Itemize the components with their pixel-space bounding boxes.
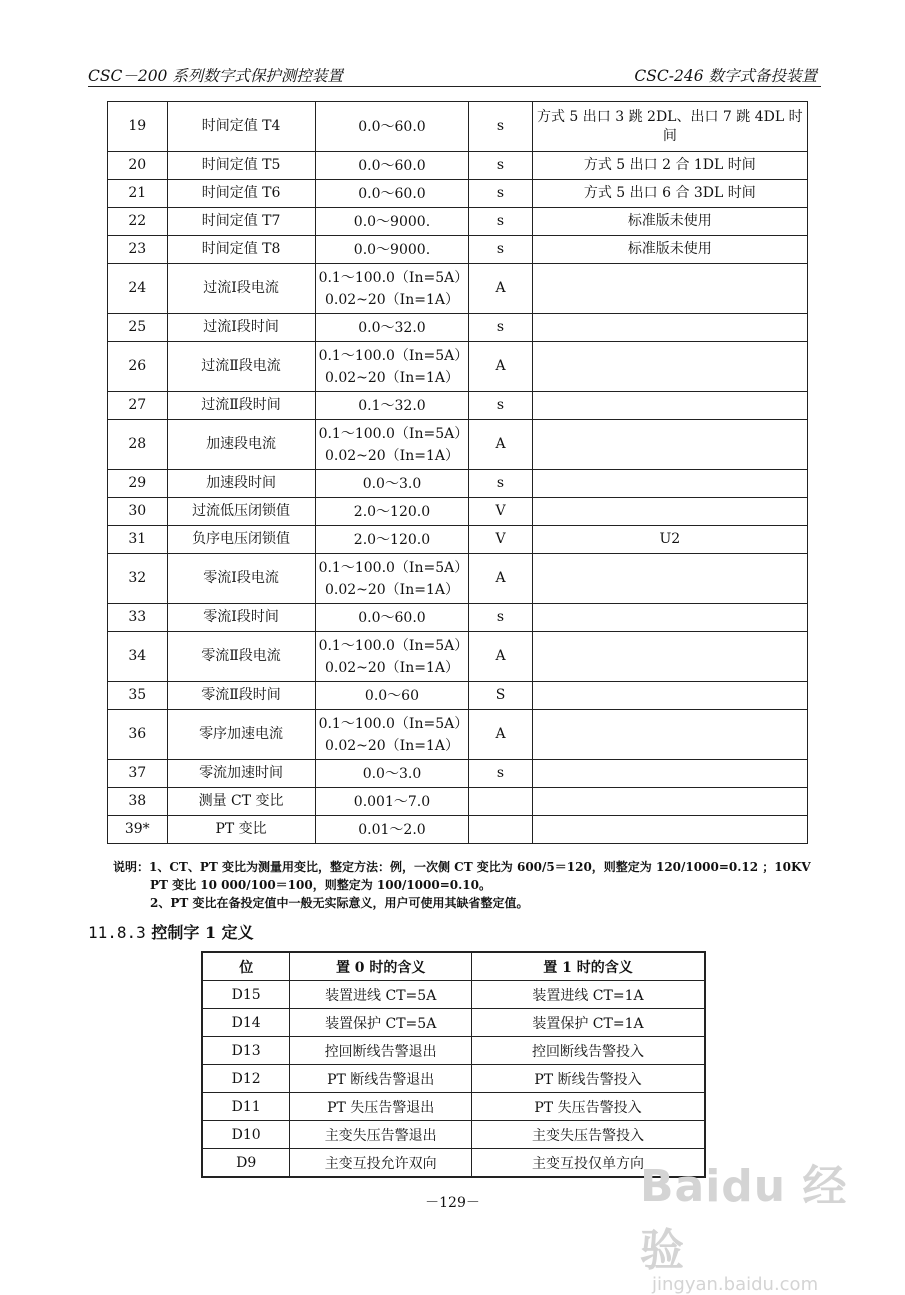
setting-range (315, 420, 469, 470)
setting-name: 零流Ⅱ段时间 (167, 682, 315, 710)
row-number: 37 (108, 760, 168, 788)
meaning-0-cell: PT 断线告警退出 (290, 1065, 472, 1093)
setting-unit: V (469, 526, 532, 554)
setting-note (532, 420, 807, 470)
header-right-title: CSC-246 数字式备投装置 (634, 67, 817, 85)
table-row (108, 788, 808, 816)
setting-name: 零流Ⅰ段电流 (167, 554, 315, 604)
meaning-1-cell: PT 断线告警投入 (471, 1065, 705, 1093)
bit-cell: D10 (202, 1121, 290, 1149)
setting-name: 加速段时间 (167, 470, 315, 498)
setting-note (532, 710, 807, 760)
range-line: 0.0～32.0 (358, 319, 426, 336)
table-row (108, 526, 808, 554)
setting-unit: A (469, 554, 532, 604)
setting-note (532, 682, 807, 710)
setting-range (315, 392, 469, 420)
table-row (108, 632, 808, 682)
setting-range (315, 152, 469, 180)
setting-note: 标准版未使用 (532, 236, 807, 264)
table-row (108, 264, 808, 314)
page-number: －129－ (425, 1195, 480, 1211)
note-line-2: PT 变比 10 000/100＝100，则整定为 100/1000=0.10。 (150, 878, 492, 892)
table-row (108, 470, 808, 498)
setting-range (315, 264, 469, 314)
note-line-3: 2、PT 变比在备投定值中一般无实际意义，用户可使用其缺省整定值。 (150, 896, 529, 910)
settings-table (107, 101, 808, 844)
setting-note (532, 760, 807, 788)
header-left-title: CSC－200 系列数字式保护测控装置 (88, 67, 343, 85)
bit-cell: D15 (202, 981, 290, 1009)
range-line: 0.0～3.0 (362, 475, 422, 492)
setting-note (532, 470, 807, 498)
setting-range (315, 788, 469, 816)
watermark (640, 1150, 880, 1295)
section-title: 控制字 1 定义 (151, 923, 254, 942)
row-number: 25 (108, 314, 168, 342)
table-row (108, 236, 808, 264)
setting-range (315, 526, 469, 554)
setting-unit (469, 788, 532, 816)
table-row (108, 208, 808, 236)
setting-note: 方式 5 出口 6 合 3DL 时间 (532, 180, 807, 208)
setting-unit: A (469, 632, 532, 682)
setting-unit: V (469, 498, 532, 526)
range-line: 0.02~20（In=1A） (324, 369, 459, 386)
setting-name: 过流低压闭锁值 (167, 498, 315, 526)
setting-note (532, 632, 807, 682)
setting-unit (469, 816, 532, 844)
setting-note: 标准版未使用 (532, 208, 807, 236)
table-row (108, 342, 808, 392)
setting-unit: s (469, 208, 532, 236)
range-line: 0.02~20（In=1A） (324, 291, 459, 308)
range-line: 0.1～100.0（In=5A） (318, 347, 469, 364)
meaning-1-cell: PT 失压告警投入 (471, 1093, 705, 1121)
column-header: 置 0 时的含义 (290, 952, 472, 981)
setting-note (532, 554, 807, 604)
row-number: 39* (108, 816, 168, 844)
setting-range (315, 470, 469, 498)
row-number: 27 (108, 392, 168, 420)
range-line: 2.0～120.0 (353, 531, 431, 548)
note-line-1: 说明：1、CT、PT 变比为测量用变比，整定方法：例，一次侧 CT 变比为 600/5＝120，则整定为 120/1000=0.12 ；10KV (113, 860, 811, 874)
setting-unit: s (469, 180, 532, 208)
range-line: 2.0～120.0 (353, 503, 431, 520)
table-row (108, 314, 808, 342)
table-row (202, 1093, 705, 1121)
setting-note: U2 (532, 526, 807, 554)
table-row (108, 604, 808, 632)
setting-unit: s (469, 152, 532, 180)
setting-range (315, 498, 469, 526)
range-line: 0.1～32.0 (358, 397, 426, 414)
setting-name: 零序加速电流 (167, 710, 315, 760)
range-line: 0.0～60.0 (358, 609, 426, 626)
row-number: 30 (108, 498, 168, 526)
setting-unit: s (469, 604, 532, 632)
range-line: 0.1～100.0（In=5A） (318, 715, 469, 732)
setting-range (315, 710, 469, 760)
row-number: 26 (108, 342, 168, 392)
setting-name: 零流Ⅱ段电流 (167, 632, 315, 682)
setting-note (532, 392, 807, 420)
table-row (202, 1149, 705, 1178)
setting-name: 时间定值 T5 (167, 152, 315, 180)
table-row (108, 554, 808, 604)
setting-name: PT 变比 (167, 816, 315, 844)
table-row (202, 1037, 705, 1065)
setting-unit: s (469, 760, 532, 788)
setting-name: 加速段电流 (167, 420, 315, 470)
range-line: 0.0～60 (364, 687, 420, 704)
meaning-0-cell: 主变失压告警退出 (290, 1121, 472, 1149)
table-row (108, 180, 808, 208)
meaning-1-cell: 控回断线告警投入 (471, 1037, 705, 1065)
setting-name: 过流Ⅱ段电流 (167, 342, 315, 392)
setting-name: 零流加速时间 (167, 760, 315, 788)
column-header: 位 (202, 952, 290, 981)
row-number: 34 (108, 632, 168, 682)
setting-range (315, 554, 469, 604)
row-number: 33 (108, 604, 168, 632)
meaning-0-cell: 装置保护 CT=5A (290, 1009, 472, 1037)
setting-range (315, 604, 469, 632)
setting-unit: s (469, 102, 532, 152)
range-line: 0.0～9000. (353, 213, 431, 230)
setting-range (315, 180, 469, 208)
setting-unit: A (469, 710, 532, 760)
row-number: 19 (108, 102, 168, 152)
range-line: 0.001～7.0 (353, 793, 431, 810)
range-line: 0.1～100.0（In=5A） (318, 425, 469, 442)
setting-name: 过流Ⅰ段电流 (167, 264, 315, 314)
meaning-0-cell: PT 失压告警退出 (290, 1093, 472, 1121)
range-line: 0.0～9000. (353, 241, 431, 258)
table-row (108, 152, 808, 180)
row-number: 35 (108, 682, 168, 710)
meaning-1-cell: 装置进线 CT=1A (471, 981, 705, 1009)
table-row (202, 981, 705, 1009)
row-number: 32 (108, 554, 168, 604)
range-line: 0.02~20（In=1A） (324, 737, 459, 754)
setting-range (315, 208, 469, 236)
setting-range (315, 314, 469, 342)
row-number: 21 (108, 180, 168, 208)
bit-cell: D13 (202, 1037, 290, 1065)
meaning-1-cell: 主变失压告警投入 (471, 1121, 705, 1149)
setting-name: 时间定值 T4 (167, 102, 315, 152)
meaning-1-cell: 装置保护 CT=1A (471, 1009, 705, 1037)
row-number: 22 (108, 208, 168, 236)
range-line: 0.1～100.0（In=5A） (318, 559, 469, 576)
meaning-0-cell: 控回断线告警退出 (290, 1037, 472, 1065)
table-header-row (202, 952, 705, 981)
setting-unit: S (469, 682, 532, 710)
table-row (108, 102, 808, 152)
table-row (202, 1009, 705, 1037)
setting-range (315, 816, 469, 844)
range-line: 0.1～100.0（In=5A） (318, 637, 469, 654)
setting-name: 零流Ⅰ段时间 (167, 604, 315, 632)
range-line: 0.0～3.0 (362, 765, 422, 782)
setting-unit: A (469, 342, 532, 392)
setting-name: 过流Ⅰ段时间 (167, 314, 315, 342)
meaning-0-cell: 主变互投允许双向 (290, 1149, 472, 1178)
row-number: 31 (108, 526, 168, 554)
setting-note (532, 788, 807, 816)
setting-range (315, 760, 469, 788)
setting-unit: s (469, 392, 532, 420)
range-line: 0.02~20（In=1A） (324, 659, 459, 676)
section-number: 11.8.3 (88, 923, 146, 942)
setting-range (315, 102, 469, 152)
table-row (108, 760, 808, 788)
bit-cell: D11 (202, 1093, 290, 1121)
setting-range (315, 632, 469, 682)
meaning-1-cell: 主变互投仅单方向 (471, 1149, 705, 1178)
setting-name: 过流Ⅱ段时间 (167, 392, 315, 420)
setting-note (532, 498, 807, 526)
range-line: 0.0～60.0 (358, 157, 426, 174)
setting-unit: s (469, 236, 532, 264)
bit-cell: D14 (202, 1009, 290, 1037)
range-line: 0.01～2.0 (358, 821, 426, 838)
setting-unit: s (469, 314, 532, 342)
setting-name: 时间定值 T6 (167, 180, 315, 208)
range-line: 0.0～60.0 (358, 185, 426, 202)
setting-unit: A (469, 420, 532, 470)
range-line: 0.02~20（In=1A） (324, 581, 459, 598)
row-number: 29 (108, 470, 168, 498)
setting-note (532, 816, 807, 844)
table-row (108, 816, 808, 844)
setting-name: 时间定值 T7 (167, 208, 315, 236)
watermark-url: jingyan.baidu.com (652, 1274, 819, 1295)
setting-name: 时间定值 T8 (167, 236, 315, 264)
table-row (108, 498, 808, 526)
row-number: 24 (108, 264, 168, 314)
notes-block (113, 858, 833, 912)
setting-note: 方式 5 出口 2 合 1DL 时间 (532, 152, 807, 180)
row-number: 36 (108, 710, 168, 760)
setting-range (315, 682, 469, 710)
setting-note (532, 342, 807, 392)
table-row (202, 1121, 705, 1149)
setting-unit: A (469, 264, 532, 314)
row-number: 23 (108, 236, 168, 264)
range-line: 0.1～100.0（In=5A） (318, 269, 469, 286)
table-row (108, 682, 808, 710)
row-number: 20 (108, 152, 168, 180)
setting-name: 测量 CT 变比 (167, 788, 315, 816)
row-number: 28 (108, 420, 168, 470)
column-header: 置 1 时的含义 (471, 952, 705, 981)
setting-range (315, 342, 469, 392)
setting-name: 负序电压闭锁值 (167, 526, 315, 554)
table-row (108, 710, 808, 760)
bit-cell: D12 (202, 1065, 290, 1093)
setting-note: 方式 5 出口 3 跳 2DL、出口 7 跳 4DL 时间 (532, 102, 807, 152)
setting-range (315, 236, 469, 264)
page-header (88, 56, 821, 87)
setting-note (532, 264, 807, 314)
bit-cell: D9 (202, 1149, 290, 1178)
setting-note (532, 604, 807, 632)
setting-note (532, 314, 807, 342)
control-word-table (201, 951, 706, 1178)
setting-unit: s (469, 470, 532, 498)
range-line: 0.0～60.0 (358, 118, 426, 135)
watermark-brand: Baidu 经验 (640, 1161, 848, 1276)
table-row (202, 1065, 705, 1093)
range-line: 0.02~20（In=1A） (324, 447, 459, 464)
row-number: 38 (108, 788, 168, 816)
table-row (108, 392, 808, 420)
table-row (108, 420, 808, 470)
meaning-0-cell: 装置进线 CT=5A (290, 981, 472, 1009)
section-heading (88, 920, 254, 943)
